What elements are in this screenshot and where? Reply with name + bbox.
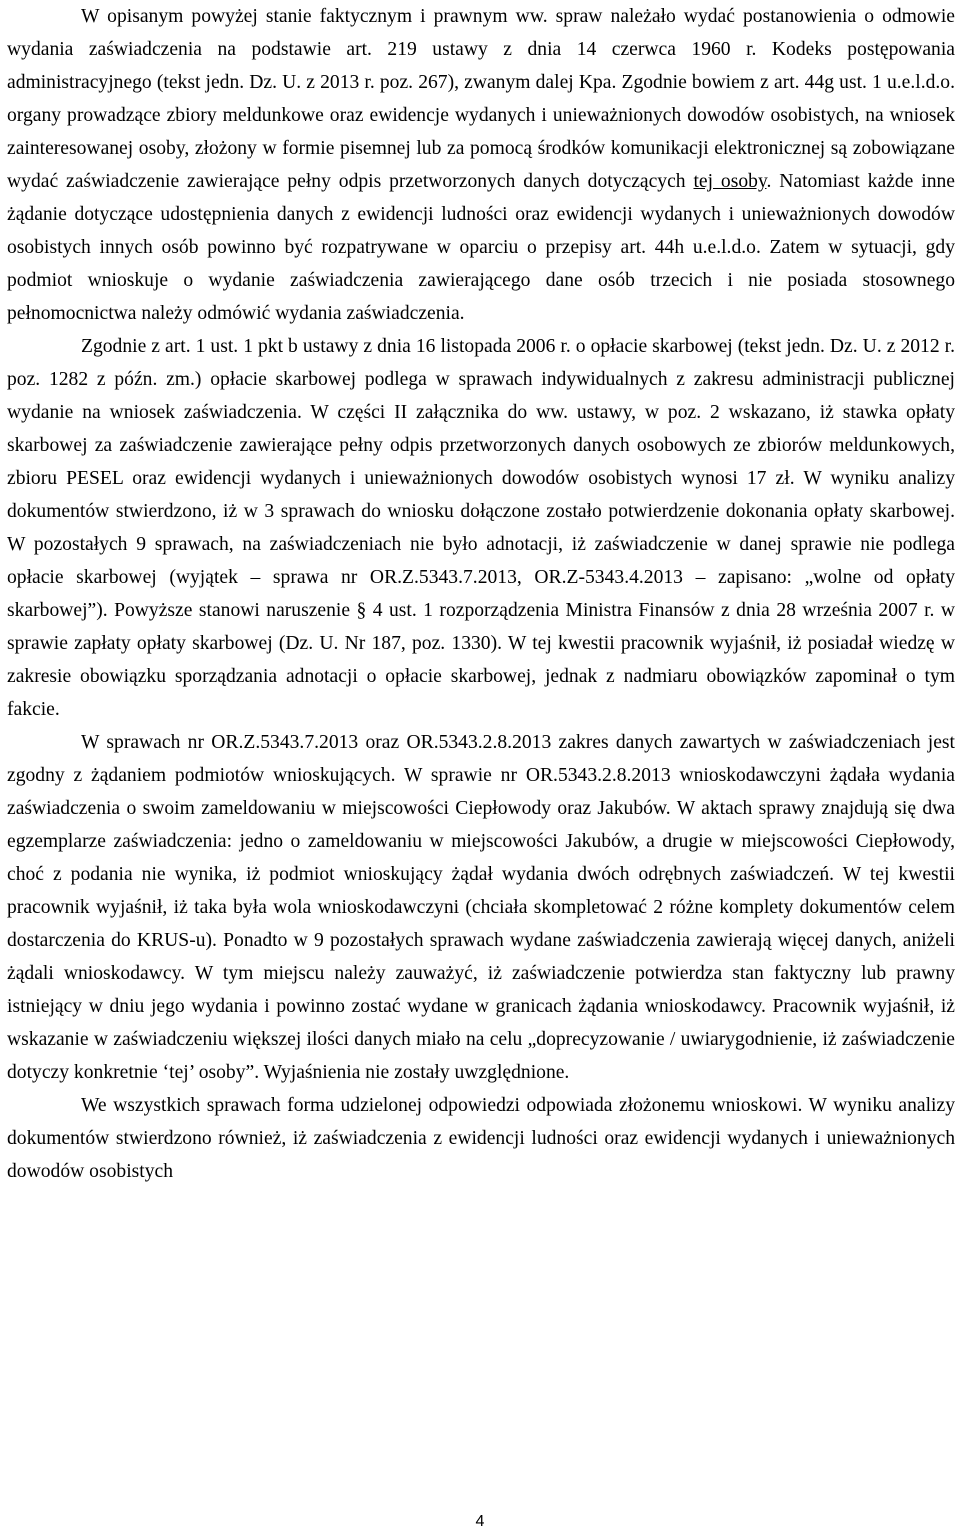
paragraph-scope-of-data: W sprawach nr OR.Z.5343.7.2013 oraz OR.5343.2.8.2013 zakres danych zawartych w zaświadczeniach jest zgodny z żądaniem podmiotów wnioskujących. W sprawie nr OR.5343.2.8.2013 wnioskodawczyni żądała wydania zaświadczenia o swoim zameldowaniu w miejscowości Ciepłowody oraz Jakubów. W aktach sprawy znajdują się dwa egzemplarze zaświadczenia: jedno o zameldowaniu w miejscowości Jakubów, a drugie w miejscowości Ciepłowody, choć z podania nie wynika, iż podmiot wnioskujący żądał wydania dwóch odrębnych zaświadczeń. W tej kwestii pracownik wyjaśnił, iż taka była wola wnioskodawczyni (chciała skompletować 2 różne komplety dokumentów celem dostarczenia do KRUS-u). Ponadto w 9 pozostałych sprawach wydane zaświadczenia zawierają więcej danych, aniżeli żądali wnioskodawcy. W tym miejscu należy zauważyć, iż zaświadczenie potwierdza stan faktyczny lub prawny istniejący w dniu jego wydania i powinno zostać wydane w granicach żądania wnioskodawcy. Pracownik wyjaśnił, iż wskazanie w zaświadczeniu większej ilości danych miało na celu „doprecyzowanie / uwiarygodnienie, iż zaświadczenie dotyczy konkretnie ‘tej’ osoby”. Wyjaśnienia nie zostały uwzględnione. [7,732,955,1083]
underlined-text: tej osoby [693,171,767,192]
paragraph-form-of-response: We wszystkich sprawach forma udzielonej odpowiedzi odpowiada złożonemu wnioskowi. W wyniku analizy dokumentów stwierdzono również, iż zaświadczenia z ewidencji ludności oraz ewidencji wydanych i unieważnionych dowodów osobistych [7,1095,955,1182]
paragraph-stamp-duty: Zgodnie z art. 1 ust. 1 pkt b ustawy z dnia 16 listopada 2006 r. o opłacie skarbowej (tekst jedn. Dz. U. z 2012 r. poz. 1282 z późn. zm.) opłacie skarbowej podlega w sprawach indywidualnych z zakresu administracji publicznej wydanie na wniosek zaświadczenia. W części II załącznika do ww. ustawy, w poz. 2 wskazano, iż stawka opłaty skarbowej za zaświadczenie zawierające pełny odpis przetworzonych danych osobowych ze zbiorów meldunkowych, zbioru PESEL oraz ewidencji wydanych i unieważnionych dowodów osobistych wynosi 17 zł. W wyniku analizy dokumentów stwierdzono, iż w 3 sprawach do wniosku dołączone zostało potwierdzenie dokonania opłaty skarbowej. W pozostałych 9 sprawach, na zaświadczeniach nie było adnotacji, iż zaświadczenie w danej sprawie nie podlega opłacie skarbowej (wyjątek – sprawa nr OR.Z.5343.7.2013, OR.Z-5343.4.2013 – zapisano: „wolne od opłaty skarbowej”). Powyższe stanowi naruszenie § 4 ust. 1 rozporządzenia Ministra Finansów z dnia 28 września 2007 r. w sprawie zapłaty opłaty skarbowej (Dz. U. Nr 187, poz. 1330). W tej kwestii pracownik wyjaśnił, iż posiadał wiedzę w zakresie obowiązku sporządzania adnotacji o opłacie skarbowej, jednak z nadmiaru obowiązków zapominał o tym fakcie. [7,336,955,720]
paragraph-1-part-2: . Natomiast każde inne żądanie dotyczące udostępnienia danych z ewidencji ludności oraz ewidencji wydanych i unieważnionych dowodów osobistych innych osób powinno być rozpatrywane w oparciu o przepisy art. 44h u.e.l.d.o. Zatem w sytuacji, gdy podmiot wnioskuje o wydanie zaświadczenia zawierającego dane osób trzecich i nie posiada stosownego pełnomocnictwa należy odmówić wydania zaświadczenia. [7,171,955,324]
page-number: 4 [475,1513,485,1530]
paragraph-1-part-1: W opisanym powyżej stanie faktycznym i prawnym ww. spraw należało wydać postanowienia o odmowie wydania zaświadczenia na podstawie art. 219 ustawy z dnia 14 czerwca 1960 r. Kodeks postępowania administracyjnego (tekst jedn. Dz. U. z 2013 r. poz. 267), zwanym dalej Kpa. Zgodnie bowiem z art. 44g ust. 1 u.e.l.d.o. organy prowadzące zbiory meldunkowe oraz ewidencje wydanych i unieważnionych dowodów osobistych, na wniosek zainteresowanej osoby, złożony w formie pisemnej lub za pomocą środków komunikacji elektronicznej są zobowiązane wydać zaświadczenie zawierające pełny odpis przetworzonych danych dotyczących [7,6,955,192]
document-page [7,0,955,1188]
paragraph-legal-basis [7,0,955,330]
